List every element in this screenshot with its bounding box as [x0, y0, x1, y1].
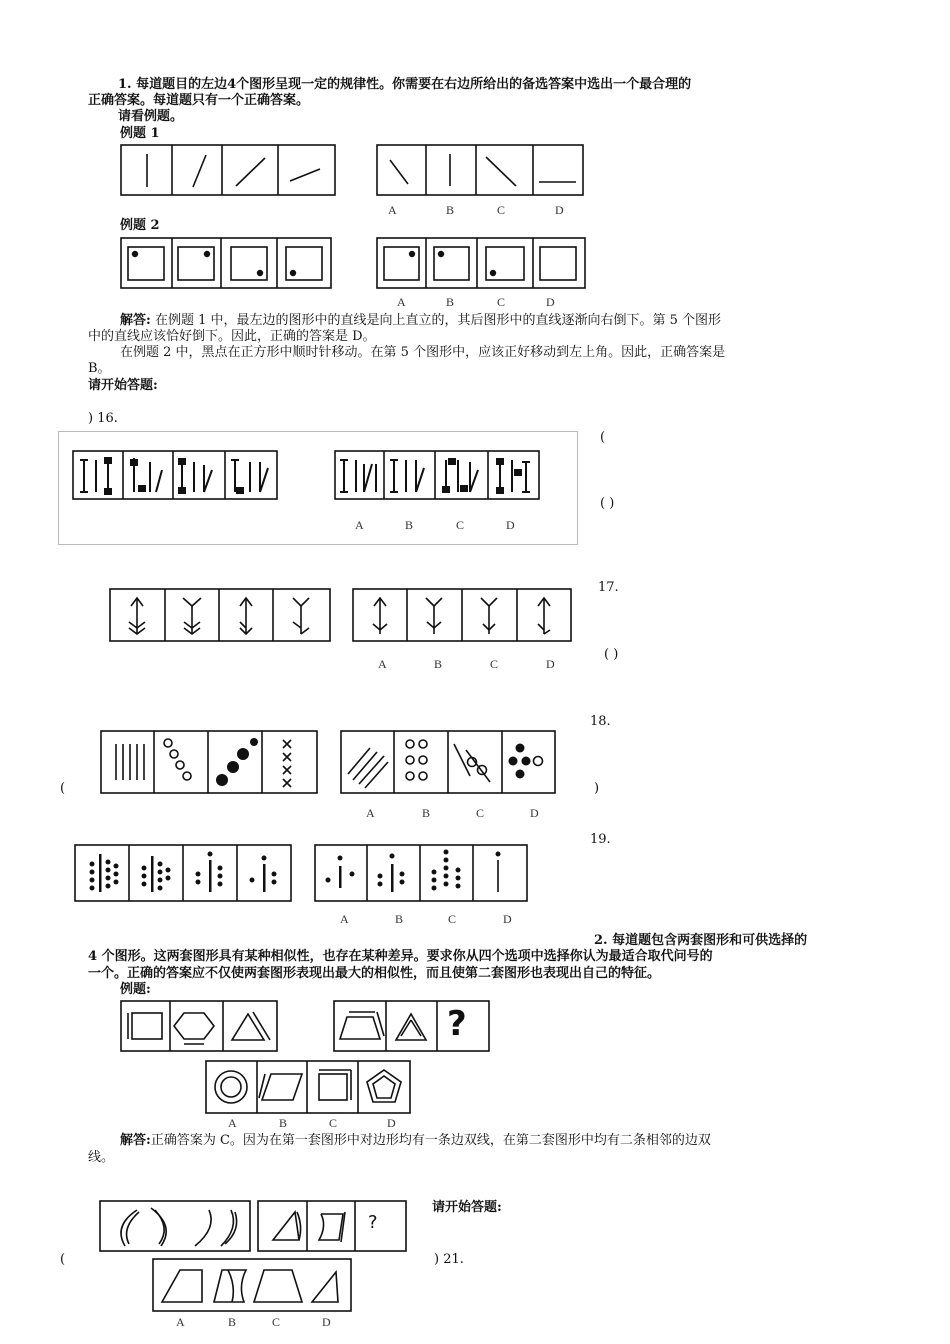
s2-option-b: B: [279, 1116, 288, 1130]
q19-option-b: B: [395, 912, 404, 926]
q16-answer-blank[interactable]: ( ): [600, 496, 615, 511]
ex1-option-d: D: [555, 203, 564, 217]
q19-option-a: A: [340, 912, 349, 926]
q21-set2: [257, 1200, 407, 1252]
q18-paren-open: (: [60, 781, 66, 796]
ex2-option-d: D: [546, 295, 555, 309]
section1-intro-line2: 正确答案。每道题只有一个正确答案。: [88, 93, 310, 108]
q18-option-d: D: [530, 806, 539, 820]
s2-question-mark: ?: [447, 1004, 467, 1044]
q16-option-a: A: [355, 518, 364, 532]
s2-answer-prefix: 解答:: [120, 1133, 151, 1148]
q17-option-figures: [352, 588, 572, 642]
example2-question-figures: [120, 237, 332, 289]
ex1-option-b: B: [446, 203, 455, 217]
q21-option-c: C: [272, 1315, 281, 1329]
section2-intro-line2: 4 个图形。这两套图形具有某种相似性，也存在某种差异。要求你从四个选项中选择你认为最适合取代问号的: [88, 949, 713, 964]
q21-number: ) 21.: [434, 1252, 464, 1267]
s2-answer-line2: 线。: [88, 1150, 115, 1165]
q17-question-figures: [109, 588, 331, 642]
q16-option-c: C: [456, 518, 465, 532]
q17-option-a: A: [378, 657, 387, 671]
q18-option-a: A: [366, 806, 375, 820]
q19-question-figures: [74, 844, 292, 902]
q19-option-d: D: [503, 912, 512, 926]
s2-example-options: [205, 1060, 411, 1114]
q17-answer-blank[interactable]: ( ): [604, 647, 619, 662]
q21-option-figures: [152, 1258, 352, 1312]
s2-answer-line1: [120, 1133, 711, 1148]
q17-option-d: D: [546, 657, 555, 671]
section1-intro-line1: 1. 每道题目的左边4个图形呈现一定的规律性。你需要在右边所给出的备选答案中选出一个最合理的: [118, 77, 692, 92]
ex1-option-a: A: [388, 203, 397, 217]
q16-number: ) 16.: [88, 411, 118, 426]
q17-option-b: B: [434, 657, 443, 671]
example2-label: 例题 2: [120, 218, 160, 233]
answer-line4: B。: [88, 361, 111, 376]
answer-line3: 在例题 2 中，黑点在正方形中顺时针移动。在第 5 个图形中，应该正好移动到左上角。因此，正确答案是: [120, 345, 726, 360]
q17-number: 17.: [598, 580, 619, 595]
q18-question-figures: [100, 730, 318, 794]
ex2-option-b: B: [446, 295, 455, 309]
ex2-option-a: A: [397, 295, 406, 309]
q21-option-d: D: [322, 1315, 331, 1329]
s2-option-d: D: [387, 1116, 396, 1130]
q21-set1: [99, 1200, 251, 1252]
q18-option-c: C: [476, 806, 485, 820]
ex2-option-c: C: [497, 295, 506, 309]
s2-start-answering: 请开始答题:: [432, 1200, 502, 1215]
s2-example-set1: [120, 1000, 278, 1052]
q18-paren-close: ): [594, 781, 600, 796]
answer-prefix: 解答:: [120, 313, 151, 328]
section2-example-label: 例题:: [120, 982, 151, 997]
example2-option-figures: [376, 237, 586, 289]
q16-question-figures: [72, 450, 278, 500]
q18-number: 18.: [590, 714, 611, 729]
example1-label: 例题 1: [120, 126, 160, 141]
answer-text1: 在例题 1 中，最左边的图形中的直线是向上直立的，其后图形中的直线逐渐向右倒下。第 5 个图形: [154, 313, 722, 328]
answer-line2: 中的直线应该恰好倒下。因此，正确的答案是 D。: [88, 329, 376, 344]
see-examples-text: 请看例题。: [118, 109, 184, 124]
s2-option-c: C: [329, 1116, 338, 1130]
q16-paren-top: (: [600, 430, 606, 445]
start-answering-text: 请开始答题:: [88, 378, 158, 393]
q19-option-c: C: [448, 912, 457, 926]
q16-option-d: D: [506, 518, 515, 532]
q19-option-figures: [314, 844, 528, 902]
ex1-option-c: C: [497, 203, 506, 217]
example1-option-figures: [376, 144, 584, 196]
answer-line1: [120, 313, 721, 328]
q16-option-b: B: [405, 518, 414, 532]
example1-question-figures: [120, 144, 336, 196]
q21-option-a: A: [176, 1315, 185, 1329]
q21-option-b: B: [228, 1315, 237, 1329]
q21-question-mark: ?: [368, 1212, 378, 1233]
q16-option-figures: [334, 450, 540, 500]
s2-answer-text1: 正确答案为 C。因为在第一套图形中对边形均有一条边双线，在第二套图形中均有二条相邻的边双: [150, 1133, 711, 1148]
q21-paren-open: (: [60, 1252, 66, 1267]
section2-intro-line1: 2. 每道题包含两套图形和可供选择的: [594, 933, 808, 948]
q17-option-c: C: [490, 657, 499, 671]
section2-intro-line3: 一个。正确的答案应不仅使两套图形表现出最大的相似性，而且使第二套图形也表现出自己的特征。: [88, 966, 661, 981]
s2-option-a: A: [228, 1116, 237, 1130]
q19-number: 19.: [590, 832, 611, 847]
q18-option-figures: [340, 730, 556, 794]
q18-option-b: B: [422, 806, 431, 820]
